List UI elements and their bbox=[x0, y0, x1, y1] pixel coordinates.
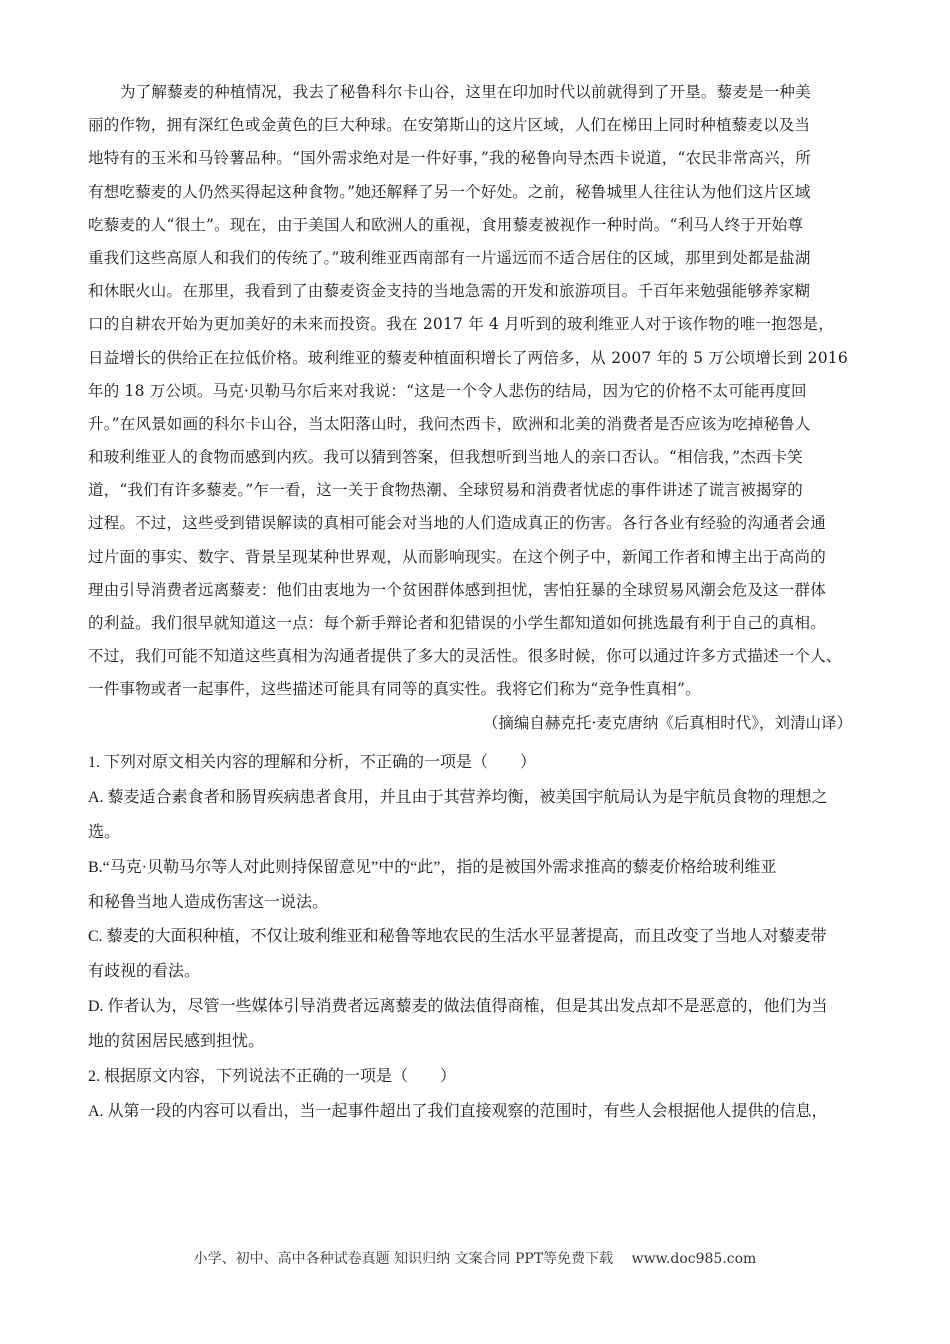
passage-line: 一件事物或者一起事件，这些描述可能具有同等的真实性。我将它们称为“竞争性真相”。 bbox=[88, 680, 701, 699]
question-1-option-b: B.“马克·贝勒马尔等人对此则持保留意见”中的“此”，指的是被国外需求推高的藜麦价格给玻利维亚 bbox=[88, 858, 777, 876]
question-1-option-d: D. 作者认为，尽管一些媒体引导消费者远离藜麦的做法值得商榷，但是其出发点却不是恶意的，他们为当 bbox=[88, 998, 828, 1016]
question-1-option-a-cont: 选。 bbox=[88, 823, 121, 841]
question-2-option-a: A. 从第一段的内容可以看出，当一起事件超出了我们直接观察的范围时，有些人会根据他人提供的信息， bbox=[88, 1102, 828, 1120]
source-citation: （摘编自赫克托·麦克唐纳《后真相时代》，刘清山译） bbox=[482, 713, 852, 732]
passage-line: 重我们这些高原人和我们的传统了。”玻利维亚西南部有一片遥远而不适合居住的区域，那里到处都是盐湖 bbox=[88, 248, 811, 267]
passage-line: 的利益。我们很早就知道这一点：每个新手辩论者和犯错误的小学生都知道如何挑选最有利于自己的真相。 bbox=[88, 614, 826, 632]
passage-line: 口的自耕农开始为更加美好的未来而投资。我在 2017 年 4 月听到的玻利维亚人对于该作物的唯一抱怨是， bbox=[88, 315, 834, 334]
passage-line: 道，“我们有许多藜麦。”乍一看，这一关于食物热潮、全球贸易和消费者忧虑的事件讲述了谎言被揭穿的 bbox=[88, 481, 804, 500]
question-2-stem: 2. 根据原文内容，下列说法不正确的一项是（ ） bbox=[88, 1068, 457, 1086]
passage-line: 为了解藜麦的种植情况，我去了秘鲁科尔卡山谷，这里在印加时代以前就得到了开垦。藜麦是一种美 bbox=[120, 83, 811, 101]
passage-line: 地特有的玉米和马铃薯品种。“国外需求绝对是一件好事，”我的秘鲁向导杰西卡说道，“农民非常高兴，所 bbox=[88, 149, 812, 168]
question-section bbox=[88, 746, 868, 1130]
question-1-stem: 1. 下列对原文相关内容的理解和分析，不正确的一项是（ ） bbox=[88, 754, 537, 771]
question-1-option-b-cont: 和秘鲁当地人造成伤害这一说法。 bbox=[88, 893, 329, 911]
passage-line: 吃藜麦的人“很土”。现在，由于美国人和欧洲人的重视，食用藜麦被视作一种时尚。“利马人终于开始尊 bbox=[88, 215, 804, 234]
passage-line: 不过，我们可能不知道这些真相为沟通者提供了多大的灵活性。很多时候，你可以通过许多方式描述一个人、 bbox=[88, 647, 842, 666]
question-1-option-d-cont: 地的贫困居民感到担忧。 bbox=[88, 1033, 265, 1051]
passage-line: 丽的作物，拥有深红色或金黄色的巨大种球。在安第斯山的这片区域，人们在梯田上同时种植藜麦以及当 bbox=[88, 116, 811, 135]
reading-passage bbox=[88, 76, 868, 740]
passage-line: 日益增长的供给正在拉低价格。玻利维亚的藜麦种植面积增长了两倍多，从 2007 年的 5 万公顷增长到 2016 bbox=[88, 348, 848, 367]
passage-line: 理由引导消费者远离藜麦：他们由衷地为一个贫困群体感到担忧，害怕狂暴的全球贸易风潮会危及这一群体 bbox=[88, 580, 826, 599]
passage-line: 过程。不过，这些受到错误解读的真相可能会对当地的人们造成真正的伤害。各行各业有经验的沟通者会通 bbox=[88, 514, 826, 533]
passage-line: 和玻利维亚人的食物而感到内疚。我可以猜到答案，但我想听到当地人的亲口否认。“相信我，”杰西卡笑 bbox=[88, 448, 804, 467]
question-1-option-c-cont: 有歧视的看法。 bbox=[88, 963, 201, 981]
passage-line: 升。”在风景如画的科尔卡山谷，当太阳落山时，我问杰西卡，欧洲和北美的消费者是否应该为吃掉秘鲁人 bbox=[88, 414, 811, 433]
passage-line: 和休眠火山。在那里，我看到了由藜麦资金支持的当地急需的开发和旅游项目。千百年来勉强能够养家糊 bbox=[88, 282, 811, 301]
question-1-option-a: A. 藜麦适合素食者和肠胃疾病患者食用，并且由于其营养均衡，被美国宇航局认为是宇航员食物的理想之 bbox=[88, 788, 828, 806]
passage-line: 过片面的事实、数字、背景呈现某种世界观，从而影响现实。在这个例子中，新闻工作者和博主出于高尚的 bbox=[88, 547, 826, 566]
question-1-option-c: C. 藜麦的大面积种植，不仅让玻利维亚和秘鲁等地农民的生活水平显著提高，而且改变了当地人对藜麦带 bbox=[88, 928, 827, 946]
page-footer: 小学、初中、高中各种试卷真题 知识归纳 文案合同 PPT等免费下载 www.doc985.com bbox=[193, 1251, 757, 1267]
passage-line: 有想吃藜麦的人仍然买得起这种食物。”她还解释了另一个好处。之前，秘鲁城里人往往认为他们这片区域 bbox=[88, 182, 811, 201]
passage-line: 年的 18 万公顷。马克·贝勒马尔后来对我说：“这是一个令人悲伤的结局，因为它的价格不太可能再度回 bbox=[88, 381, 807, 400]
